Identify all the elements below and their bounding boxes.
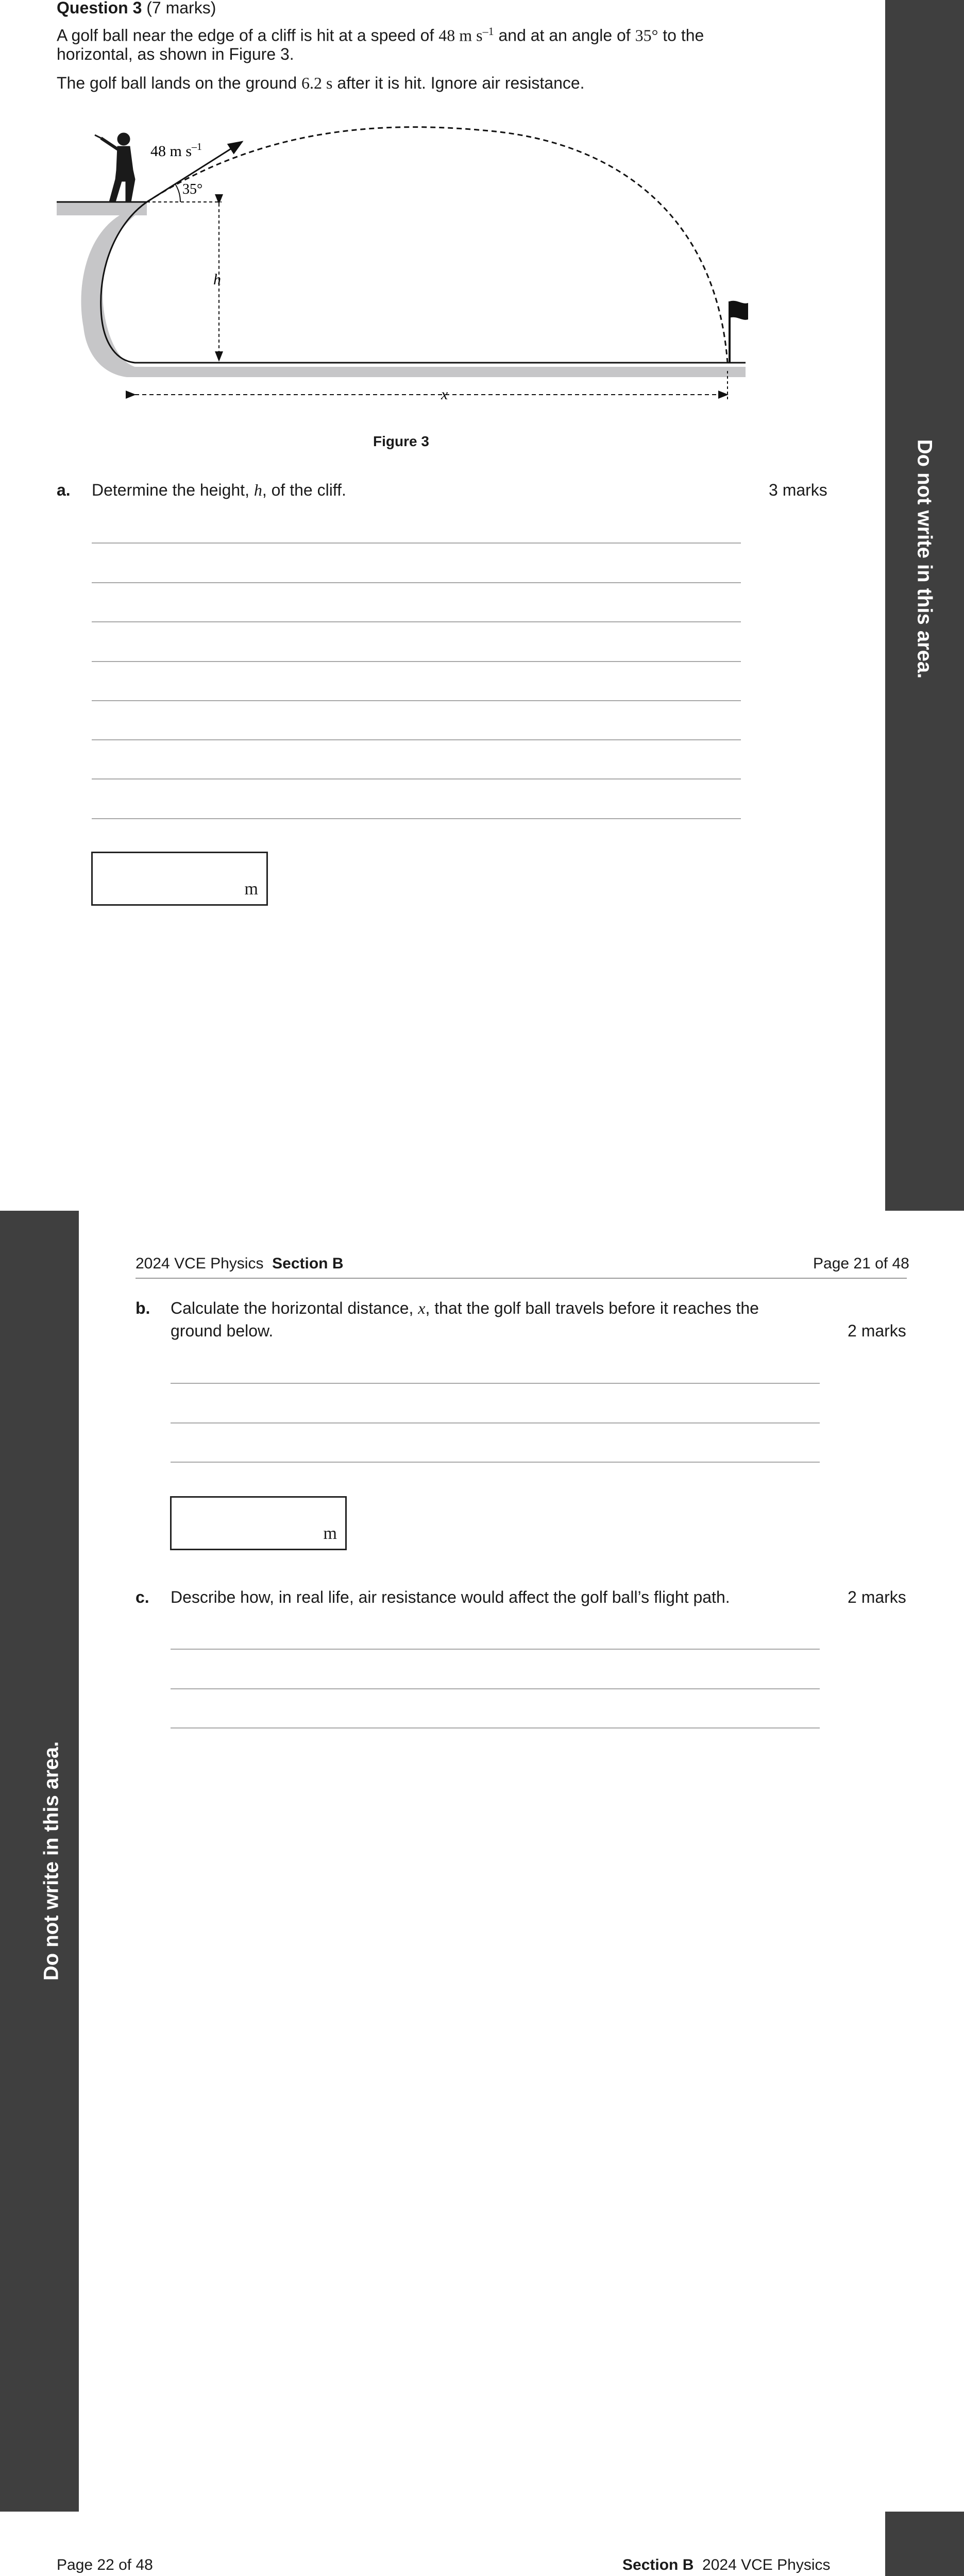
part-b-question-line-2: ground below. bbox=[171, 1321, 274, 1340]
part-c-marks: 2 marks bbox=[848, 1588, 906, 1606]
golfer-icon bbox=[95, 133, 135, 202]
answer-line[interactable] bbox=[171, 1383, 820, 1384]
answer-line[interactable] bbox=[171, 1649, 820, 1650]
page-header-right: Page 21 of 48 bbox=[813, 1255, 909, 1272]
page-header-left bbox=[136, 1253, 343, 1275]
speed-label-text: 48 m s bbox=[150, 143, 192, 160]
distance-label: x bbox=[441, 386, 448, 403]
answer-line[interactable] bbox=[92, 661, 741, 662]
flag-icon bbox=[730, 301, 748, 363]
answer-line[interactable] bbox=[92, 582, 741, 583]
part-a-text: Determine the height, bbox=[92, 481, 254, 499]
part-b-label: b. bbox=[136, 1299, 150, 1317]
speed-label-exp: –1 bbox=[192, 141, 202, 152]
part-b-variable: x bbox=[418, 1299, 426, 1317]
footer-section: Section B bbox=[622, 2556, 694, 2573]
answer-line[interactable] bbox=[171, 1462, 820, 1463]
answer-line[interactable] bbox=[171, 1727, 820, 1728]
angle-label: 35° bbox=[182, 181, 203, 197]
part-b-marks: 2 marks bbox=[848, 1321, 906, 1340]
answer-line[interactable] bbox=[92, 543, 741, 544]
header-divider bbox=[136, 1278, 907, 1279]
intro-text: A golf ball near the edge of a cliff is hit at a speed of bbox=[57, 26, 439, 45]
header-section: Section B bbox=[272, 1255, 344, 1272]
height-label: h bbox=[213, 271, 221, 288]
cliff-edge-line bbox=[57, 202, 746, 363]
cliff-shape bbox=[57, 202, 746, 377]
time-value: 6.2 s bbox=[301, 74, 333, 92]
right-margin-bar-bottom bbox=[885, 2512, 964, 2576]
angle-value: 35° bbox=[635, 26, 658, 45]
part-b-text: Calculate the horizontal distance, bbox=[171, 1299, 418, 1317]
part-b-text: , that the golf ball travels before it reaches the bbox=[425, 1299, 759, 1317]
answer-unit: m bbox=[323, 1524, 337, 1543]
part-a-marks: 3 marks bbox=[769, 481, 827, 499]
do-not-write-notice-right: Do not write in this area. bbox=[913, 439, 936, 679]
ball-trajectory bbox=[147, 127, 728, 363]
page-footer-right bbox=[622, 2554, 830, 2576]
part-b-question-line-1 bbox=[171, 1297, 759, 1319]
part-a-label: a. bbox=[57, 481, 71, 499]
question-marks: (7 marks) bbox=[146, 0, 216, 17]
question-intro-line-2: horizontal, as shown in Figure 3. bbox=[57, 45, 294, 63]
answer-line[interactable] bbox=[92, 778, 741, 779]
part-c-label: c. bbox=[136, 1588, 149, 1606]
intro-text: and at an angle of bbox=[494, 26, 635, 45]
answer-line[interactable] bbox=[92, 739, 741, 740]
answer-line[interactable] bbox=[92, 700, 741, 701]
speed-value: 48 m s bbox=[438, 26, 483, 45]
intro-text: to the bbox=[658, 26, 704, 45]
figure-3-diagram bbox=[0, 0, 964, 464]
speed-label bbox=[150, 141, 202, 160]
question-title: Question 3 bbox=[57, 0, 142, 17]
figure-caption: Figure 3 bbox=[373, 433, 429, 449]
answer-line[interactable] bbox=[171, 1422, 820, 1423]
part-b-answer-box[interactable] bbox=[170, 1496, 347, 1550]
do-not-write-notice-left: Do not write in this area. bbox=[40, 1741, 63, 1981]
header-title: 2024 VCE Physics bbox=[136, 1255, 264, 1272]
answer-unit: m bbox=[244, 879, 258, 899]
answer-line[interactable] bbox=[92, 818, 741, 819]
part-a-answer-box[interactable] bbox=[91, 852, 268, 906]
part-a-variable: h bbox=[253, 481, 262, 499]
intro-text: The golf ball lands on the ground bbox=[57, 74, 301, 92]
part-a-question bbox=[92, 479, 346, 501]
answer-line[interactable] bbox=[171, 1688, 820, 1689]
page-footer-left: Page 22 of 48 bbox=[57, 2556, 153, 2573]
intro-text: after it is hit. Ignore air resistance. bbox=[332, 74, 585, 92]
left-margin-bar bbox=[0, 1211, 79, 2512]
footer-title: 2024 VCE Physics bbox=[702, 2556, 831, 2573]
answer-line[interactable] bbox=[92, 621, 741, 622]
speed-exponent: –1 bbox=[482, 25, 494, 38]
part-a-text: , of the cliff. bbox=[262, 481, 346, 499]
angle-arc bbox=[175, 184, 180, 202]
part-c-question: Describe how, in real life, air resistance would affect the golf ball’s flight path. bbox=[171, 1588, 730, 1606]
